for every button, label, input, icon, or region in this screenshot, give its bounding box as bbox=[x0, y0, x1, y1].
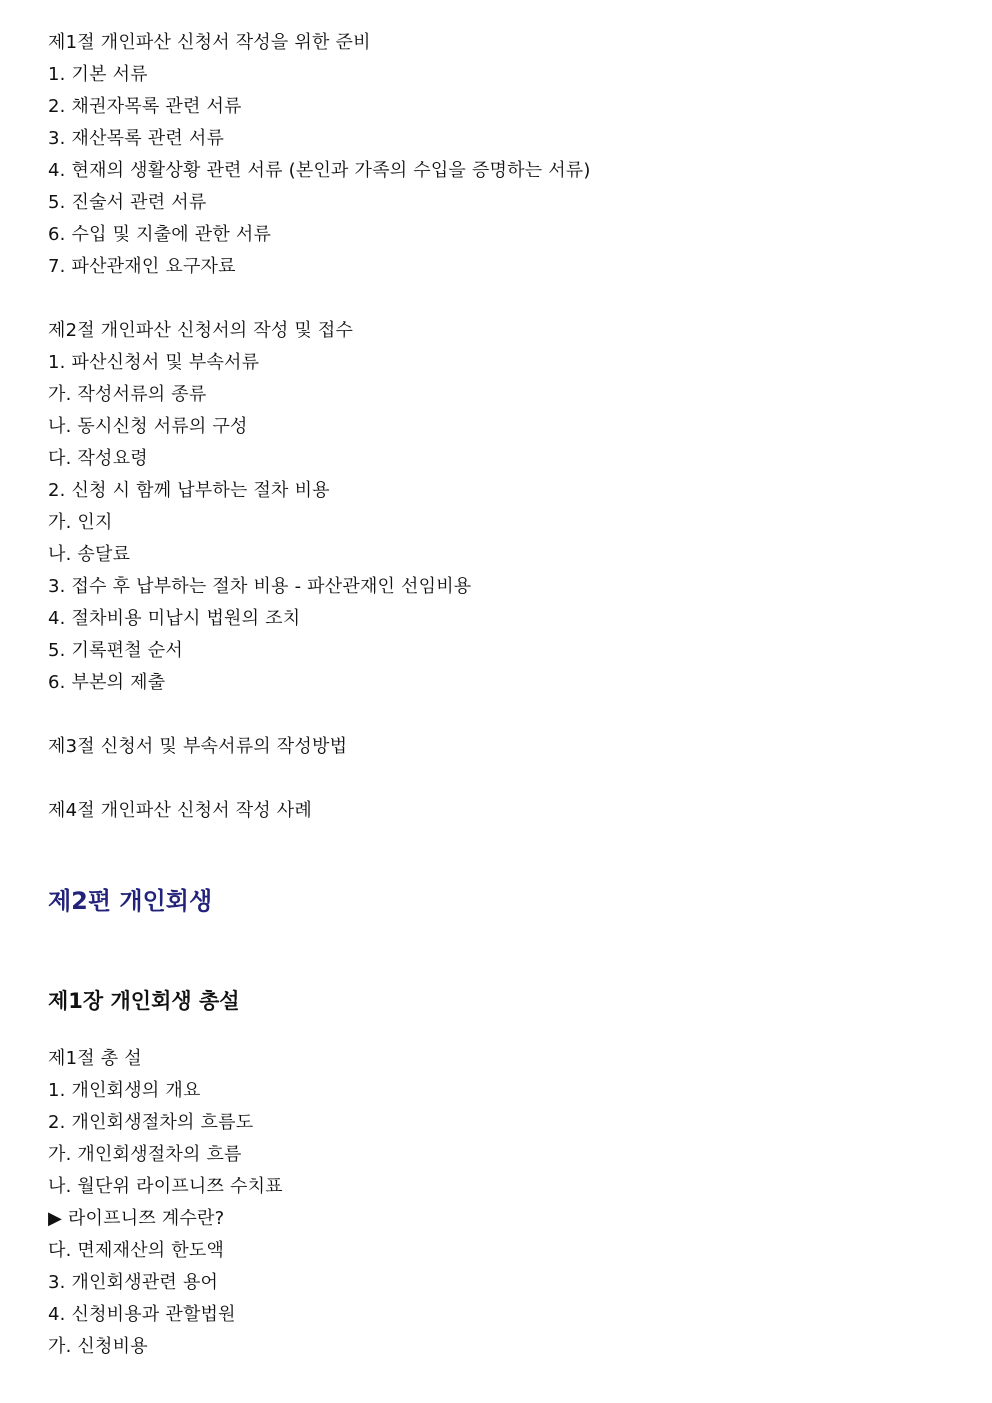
list-item: 4. 절차비용 미납시 법원의 조치 bbox=[48, 608, 301, 629]
list-item: 나. 월단위 라이프니쯔 수치표 bbox=[48, 1176, 283, 1197]
list-item: 나. 송달료 bbox=[48, 544, 131, 565]
section-heading: 제1절 개인파산 신청서 작성을 위한 준비 bbox=[48, 32, 371, 53]
list-item: 2. 채권자목록 관련 서류 bbox=[48, 96, 242, 117]
section-heading: 제2절 개인파산 신청서의 작성 및 접수 bbox=[48, 320, 354, 341]
section-items bbox=[48, 1075, 948, 1363]
list-item: 가. 작성서류의 종류 bbox=[48, 384, 207, 405]
list-item: 7. 파산관재인 요구자료 bbox=[48, 256, 236, 277]
list-item: 1. 개인회생의 개요 bbox=[48, 1080, 201, 1101]
chapter-title: 제1장 개인회생 총설 bbox=[48, 989, 240, 1013]
list-item: 5. 진술서 관련 서류 bbox=[48, 192, 207, 213]
list-item: 1. 기본 서류 bbox=[48, 64, 148, 85]
list-item: 가. 개인회생절차의 흐름 bbox=[48, 1144, 242, 1165]
part-title: 제2편 개인회생 bbox=[48, 887, 213, 915]
section-items bbox=[48, 59, 948, 283]
list-item: 3. 접수 후 납부하는 절차 비용 - 파산관재인 선임비용 bbox=[48, 576, 472, 597]
section-heading: 제3절 신청서 및 부속서류의 작성방법 bbox=[48, 736, 348, 757]
list-item: 3. 재산목록 관련 서류 bbox=[48, 128, 225, 149]
list-item: 4. 신청비용과 관할법원 bbox=[48, 1304, 236, 1325]
spacer bbox=[48, 763, 948, 795]
section-items bbox=[48, 347, 948, 699]
section-heading: 제4절 개인파산 신청서 작성 사례 bbox=[48, 800, 312, 821]
list-item: 6. 수입 및 지출에 관한 서류 bbox=[48, 224, 272, 245]
list-item: 3. 개인회생관련 용어 bbox=[48, 1272, 219, 1293]
list-item: 5. 기록편철 순서 bbox=[48, 640, 183, 661]
list-item: ▶ 라이프니쯔 계수란? bbox=[48, 1208, 225, 1229]
list-item: 나. 동시신청 서류의 구성 bbox=[48, 416, 248, 437]
list-item: 가. 인지 bbox=[48, 512, 113, 533]
list-item: 2. 신청 시 함께 납부하는 절차 비용 bbox=[48, 480, 330, 501]
list-item: 1. 파산신청서 및 부속서류 bbox=[48, 352, 260, 373]
list-item: 다. 작성요령 bbox=[48, 448, 148, 469]
list-item: 2. 개인회생절차의 흐름도 bbox=[48, 1112, 254, 1133]
section-heading: 제1절 총 설 bbox=[48, 1048, 142, 1069]
list-item: 가. 신청비용 bbox=[48, 1336, 148, 1357]
list-item: 6. 부본의 제출 bbox=[48, 672, 166, 693]
list-item: 다. 면제재산의 한도액 bbox=[48, 1240, 225, 1261]
spacer bbox=[48, 699, 948, 731]
spacer bbox=[48, 283, 948, 315]
list-item: 4. 현재의 생활상황 관련 서류 (본인과 가족의 수입을 증명하는 서류) bbox=[48, 160, 591, 181]
document-page bbox=[48, 27, 948, 1363]
